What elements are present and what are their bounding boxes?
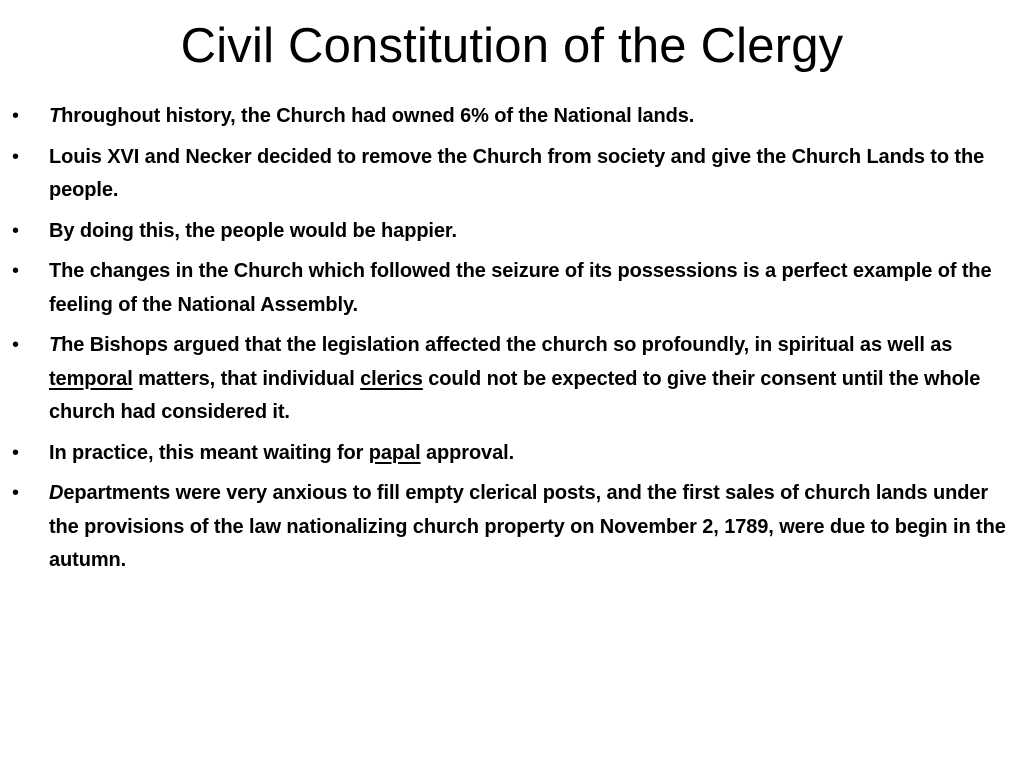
bullet-text: hroughout history, the Church had owned 6% of the National lands. [61, 105, 695, 127]
papal-link[interactable]: papal [368, 441, 421, 464]
clerics-link[interactable]: clerics [360, 367, 423, 390]
bullet-louis-necker [10, 141, 1016, 208]
bullet-icon: • [12, 105, 19, 127]
bullet-icon: • [12, 482, 19, 504]
bullet-icon: • [12, 441, 19, 464]
bullet-initial: T [49, 334, 62, 356]
bullet-text-part: approval. [420, 441, 515, 464]
bullet-text: By doing this, the people would be happier. [49, 219, 457, 242]
bullet-icon: • [12, 334, 19, 356]
temporal-link[interactable]: temporal [49, 367, 133, 390]
bullet-church-changes [10, 255, 1016, 322]
bullet-text: The changes in the Church which followed the seizure of its possessions is a perfect example of the feeling of the National Assembly. [49, 260, 992, 316]
bullet-icon: • [12, 145, 19, 168]
bullet-text: epartments were very anxious to fill empty clerical posts, and the first sales of church lands under the provisions of the law nationalizing church property on November 2, 1789, were due to begin in the autumn. [49, 482, 1006, 571]
bullet-icon: • [12, 260, 19, 282]
bullet-icon: • [12, 219, 19, 242]
bullet-papal-approval [10, 437, 1016, 471]
bullet-bishops-argued [10, 329, 1016, 430]
bullet-initial: D [49, 482, 64, 504]
bullet-text-part: matters, that individual [132, 367, 361, 390]
bullet-text-part: In practice, this meant waiting for [49, 441, 369, 464]
bullet-text-part: could not be expected to give their consent until the whole church had considered it. [49, 367, 981, 423]
bullet-people-happier [10, 215, 1016, 249]
bullet-text: Louis XVI and Necker decided to remove the Church from society and give the Church Lands to the people. [49, 145, 985, 201]
bullet-departments [10, 477, 1016, 578]
bullet-church-lands [10, 100, 1016, 134]
bullet-list [10, 100, 1016, 585]
bullet-text-part: he Bishops argued that the legislation affected the church so profoundly, in spiritual as well as [61, 334, 953, 356]
slide-title: Civil Constitution of the Clergy [180, 19, 844, 73]
bullet-initial: T [49, 105, 62, 127]
